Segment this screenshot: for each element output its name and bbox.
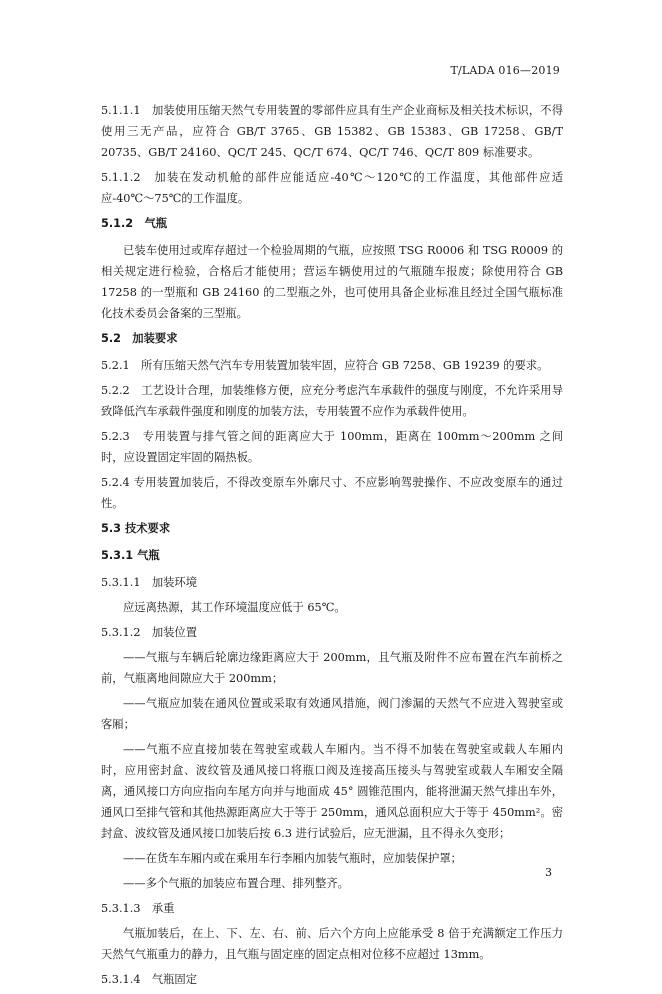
paragraph: 5.3.1.4 气瓶固定: [101, 973, 198, 986]
paragraph: 5.3.1.3 承重: [101, 902, 175, 915]
paragraph: 5.2.3 专用装置与排气管之间的距离应大于 100mm，距离在 100mm～200mm 之间时，应设置固定牢固的隔热板。: [101, 430, 563, 464]
paragraph: ——多个气瓶的加装应布置合理、排列整齐。: [123, 877, 349, 890]
paragraph: ——气瓶应加装在通风位置或采取有效通风措施，阀门渗漏的天然气不应进入驾驶室或客厢；: [101, 697, 563, 731]
section-heading: 5.3.1 气瓶: [101, 549, 160, 562]
paragraph: 5.2.2 工艺设计合理，加装维修方便，应充分考虑汽车承载件的强度与刚度，不允许采用导致降低汽车承载件强度和刚度的加装方法，专用装置不应作为承载件使用。: [101, 384, 563, 418]
standard-code-header: T/LADA 016—2019: [450, 64, 560, 77]
paragraph: 5.2.4 专用装置加装后，不得改变原车外廓尺寸、不应影响驾驶操作、不应改变原车的通过性。: [101, 476, 563, 510]
paragraph: 5.1.1.2 加装在发动机舱的部件应能适应-40℃～120℃的工作温度，其他部件应适应-40℃～75℃的工作温度。: [101, 171, 563, 205]
page-number: 3: [545, 866, 552, 879]
paragraph: 5.1.1.1 加装使用压缩天然气专用装置的零部件应具有生产企业商标及相关技术标识，不得使用三无产品，应符合 GB/T 3765、GB 15382、GB 15383、GB 17258、GB/T 20735、GB/T 24160、QC/T 245、QC/T 674、QC/T 746、QC/T 809 标准要求。: [101, 104, 563, 159]
paragraph: 应远离热源，其工作环境温度应低于 65℃。: [123, 601, 346, 614]
section-heading: 5.1.2 气瓶: [101, 217, 168, 230]
paragraph: 5.2.1 所有压缩天然气汽车专用装置加装牢固，应符合 GB 7258、GB 19239 的要求。: [101, 359, 549, 372]
section-heading: 5.2 加装要求: [101, 332, 178, 345]
paragraph: 气瓶加装后，在上、下、左、右、前、后六个方向上应能承受 8 倍于充满额定工作压力天然气气瓶重力的静力，且气瓶与固定座的固定点相对位移不应超过 13mm。: [101, 927, 563, 961]
paragraph: 5.3.1.1 加装环境: [101, 576, 198, 589]
paragraph: ——气瓶与车辆后轮廓边缘距离应大于 200mm，且气瓶及附件不应布置在汽车前桥之前，气瓶离地间隙应大于 200mm；: [101, 651, 563, 685]
document-body: [101, 100, 563, 994]
section-heading: 5.3 技术要求: [101, 522, 171, 535]
paragraph: 5.3.1.2 加装位置: [101, 626, 198, 639]
paragraph: 已装车使用过或库存超过一个检验周期的气瓶，应按照 TSG R0006 和 TSG R0009 的相关规定进行检验，合格后才能使用；营运车辆使用过的气瓶随车报废；除使用符合 GB 17258 的一型瓶和 GB 24160 的二型瓶之外，也可使用具备企业标准且经过全国气瓶标准化技术委员会备案的三型瓶。: [101, 244, 563, 320]
paragraph: ——在货车车厢内或在乘用车行李厢内加装气瓶时，应加装保护罩；: [123, 852, 462, 865]
paragraph: ——气瓶不应直接加装在驾驶室或载人车厢内。当不得不加装在驾驶室或载人车厢内时，应用密封盒、波纹管及通风接口将瓶口阀及连接高压接头与驾驶室或载人车厢安全隔离，通风接口方向应指向车尾方向并与地面成 45° 圆锥范围内，能将泄漏天然气排出车外，通风口至排气管和其他热源距离应大于等于 250mm，通风总面积应大于等于 450mm²。密封盒、波纹管及通风接口加装后按 6.3 进行试验后，应无泄漏，且不得永久变形；: [101, 743, 563, 840]
